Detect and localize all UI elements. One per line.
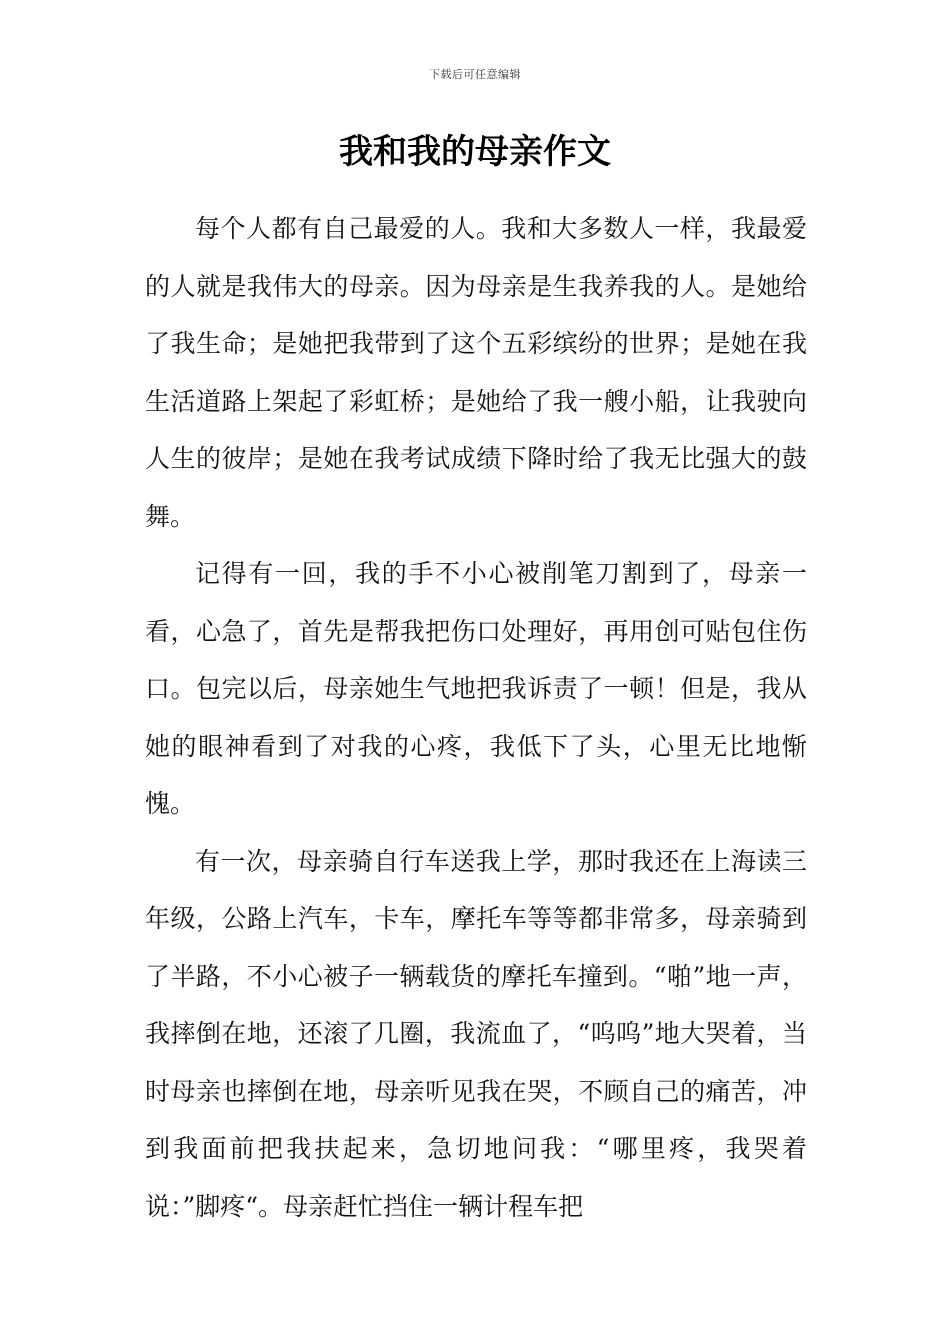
- paragraph-2: 记得有一回，我的手不小心被削笔刀割到了，母亲一看，心急了，首先是帮我把伤口处理好，再用创可贴包住伤口。包完以后，母亲她生气地把我诉责了一顿！但是，我从她的眼神看到了对我的心疼，我低下了头，心里无比地惭愧。: [145, 559, 807, 818]
- document-title: 我和我的母亲作文: [339, 132, 611, 172]
- header-note: 下载后可任意编辑: [429, 68, 521, 81]
- paragraph-1: 每个人都有自己最爱的人。我和大多数人一样，我最爱的人就是我伟大的母亲。因为母亲是生我养我的人。是她给了我生命；是她把我带到了这个五彩缤纷的世界；是她在我生活道路上架起了彩虹桥；是她给了我一艘小船，让我驶向人生的彼岸；是她在我考试成绩下降时给了我无比强大的鼓舞。: [145, 214, 807, 531]
- paragraph-3: 有一次，母亲骑自行车送我上学，那时我还在上海读三年级，公路上汽车，卡车，摩托车等等都非常多，母亲骑到了半路，不小心被子一辆载货的摩托车撞到。“啪”地一声，我摔倒在地，还滚了几圈，我流血了，“呜呜”地大哭着，当时母亲也摔倒在地，母亲听见我在哭，不顾自己的痛苦，冲到我面前把我扶起来，急切地问我：“哪里疼，我哭着说：”脚疼“。母亲赶忙挡住一辆计程车把: [145, 846, 807, 1221]
- document-body: [145, 200, 807, 1235]
